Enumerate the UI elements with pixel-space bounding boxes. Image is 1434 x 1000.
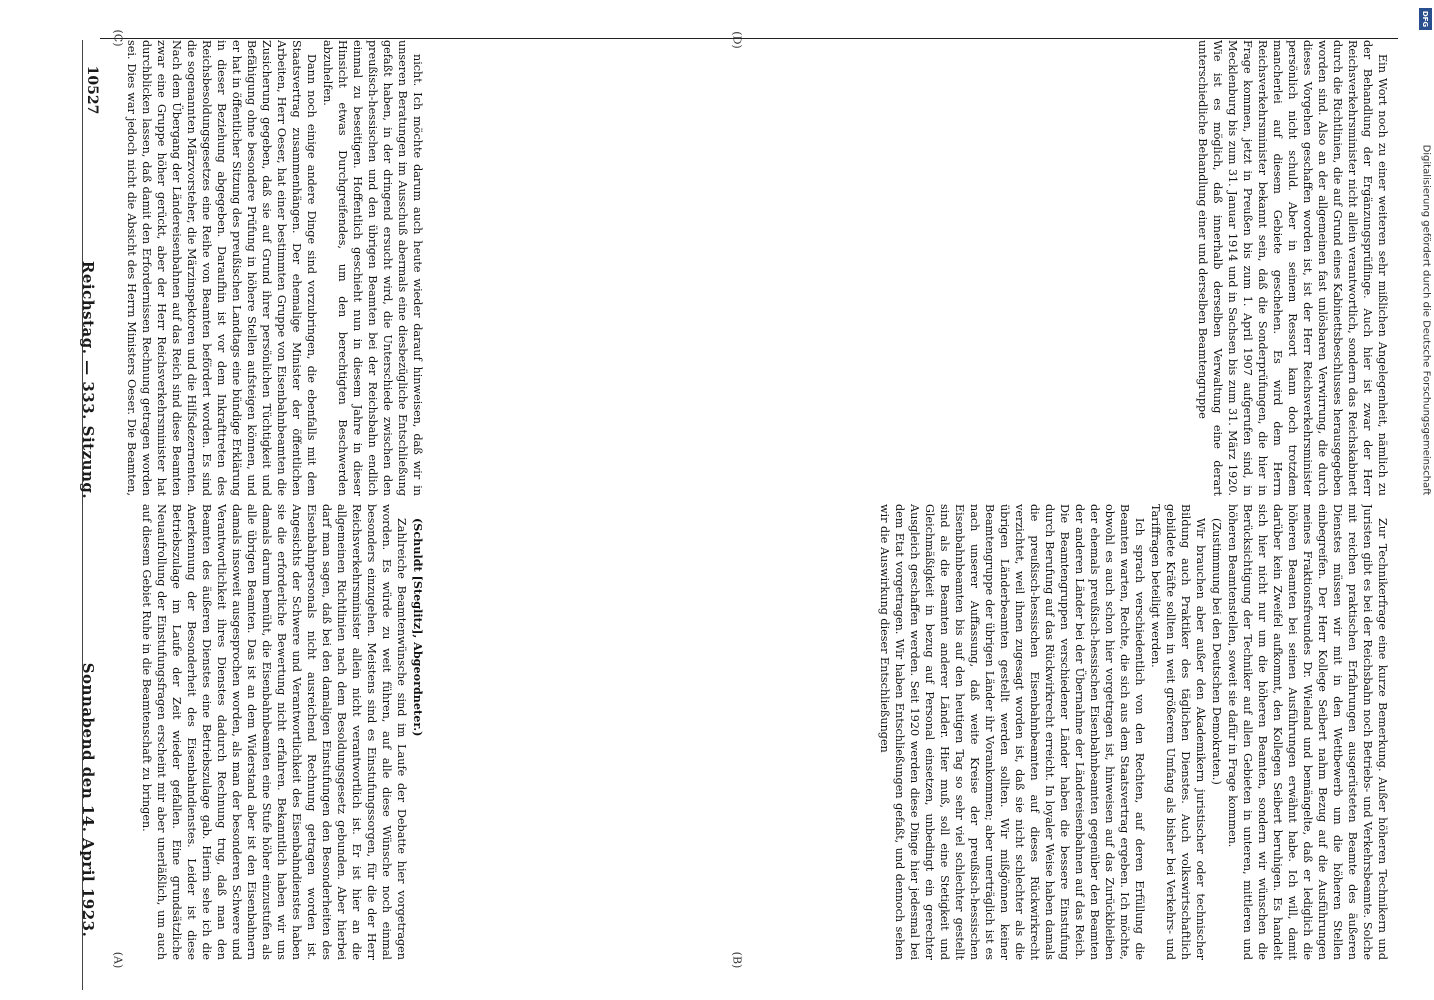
header-right-title: Sonnabend den 14. April 1923. [79,662,97,938]
dfg-logo-icon: DFG [1419,8,1432,30]
header-left-title: Reichstag. — 333. Sitzung. [79,260,97,500]
paragraph: Ich sprach verschiedentlich von den Rechten, auf deren Erfüllung die Beamten warten, Rechte, die sich aus dem Staatsvertrag ergeben. Ich möchte, obwohl es auch schon hier vorgetragen ist, hinweisen auf das Zurückbleiben der ehemals preußisch-hessischen Eisenbahnbeamten gegenüber den Beamten der anderen Länder bei der Übernahme der Ländereisenbahnen auf das Reich. Die Beamtengruppen verschiedener Länder haben die bessere Einstufung durch Berufung auf das Rückwirkrecht erreicht. In loyaler Weise haben damals die preußisch-hessischen Eisenbahnbeamten auf dieses Rückwirkrecht verzichtet, weil ihnen zugesagt worden ist, daß sie nicht schlechter als die übrigen Länderbeamten gestellt werden sollten. Wir mißgönnen keiner Beamtengruppe der übrigen Länder ihr Vorankommen; aber unerträglich ist es nach unserer Auffassung, daß weite Kreise der preußisch-hessischen Eisenbahnbeamten bis auf den heutigen Tag so sehr viel schlechter gestellt sind als die Beamten anderer Länder. Hier muß, soll eine Stetigkeit und Gleichmäßigkeit in bezug auf Personal einsetzen, unbedingt ein gerechter Ausgleich geschaffen werden. Seit 1920 werden diese Dinge hier jedesmal bei dem Etat vorgetragen. Wir haben Entschließungen gefaßt, und dennoch sehen wir die Auswirkung dieser Entschließungen [878,504,1146,960]
paragraph: Ein Wort noch zu einer weiteren sehr mißlichen Angelegenheit, nämlich zu der Behandlung der Ergänzungsprüflinge. Auch hier ist zwar der Herr Reichsverkehrsminister nicht allein verantwortlich, sondern das Reichskabinett durch die Richtlinien, die auf Grund eines Kabinettsbeschlusses herausgegeben worden sind. Also an der allgemeinen fast unlösbaren Verwirrung, die durch dieses Vorgehen geschaffen worden ist, ist der Herr Reichsverkehrsminister persönlich nicht schuld. Aber in seinem Ressort kann doch trotzdem mancherlei auf diesem Gebiete geschehen. Es wird dem Herrn Reichsverkehrsminister bekannt sein, daß die Sonderprüfungen, die hier in Frage kommen, jetzt in Preußen bis zum 1. April 1907 aufgerufen sind, in Mecklenburg bis zum 31. Januar 1914 und in Sachsen bis zum 31. März 1920. Wie ist es möglich, daß innerhalb derselben Verwaltung eine derart unterschiedliche Behandlung einer und derselben Beamtengruppe [1196,40,1389,496]
page-number: 10527 [84,65,100,115]
paragraph: Wir brauchen aber außer den Akademikern juristischer oder technischer Bildung auch Praktiker des täglichen Dienstes. Auch volkswirtschaftlich gebildete Kräfte sollten in weit größerem Umfang als bisher bei Verkehrs- und Tariffragen beteiligt werden. [1149,504,1207,960]
margin-letter-d: (D) [730,31,744,49]
text-column-right-part2 [610,40,1390,496]
margin-letter-a: (A) [111,951,125,969]
margin-letter-c: (C) [111,29,125,47]
margin-letter-b: (B) [730,951,744,969]
paragraph: Zahlreiche Beamtenwünsche sind im Laufe der Debatte hier vorgetragen worden. Es würde zu weit führen, auf alle diese Wünsche noch einmal besonders einzugehen. Meistens sind es Einstufungssorgen, für die der Herr Reichsverkehrsminister allein nicht verantwortlich ist. Er ist hier an die allgemeinen Richtlinien nach dem Besoldungsgesetz gebunden. Aber hierbei darf man sagen, daß bei den damaligen Einstufungen den Besonderheiten des Eisenbahnpersonals nicht ausreichend Rechnung getragen worden ist. Angesichts der Schwere und Verantwortlichkeit des Eisenbahndienstes haben sie die erforderliche Bewertung nicht erfahren. Bekanntlich haben wir uns damals darum bemüht, die Eisenbahnbeamten eine Stufe höher einzustufen als alle übrigen Beamten. Das ist an dem Widerstand aber ist den Eisenbahnern damals insoweit ausgesprochen worden, als man der besonderen Schwere und Verantwortlichkeit ihres Dienstes dadurch Rechnung trug, daß man den Beamten des äußeren Dienstes eine Betriebszulage gab. Hierin sehe ich die Anerkennung der Besonderheit des Eisenbahndienstes. Leider ist diese Betriebszulage im Laufe der Zeit wieder gefallen. Eine grundsätzliche Neuaufrollung der Einstufungsfragen erscheint mir aber unerläßlich, um auch auf diesem Gebiet Ruhe in die Beamtenschaft zu bringen. [140,504,408,960]
paragraph: Zur Technikerfrage eine kurze Bemerkung. Außer höheren Technikern und Juristen gibt es bei der Reichsbahn noch Betriebs- und Verkehrsbeamte. Solche mit reichen praktischen Erfahrungen ausgerüsteten Beamte des äußeren Dienstes müssen wir mit in den Wettbewerb um die höheren Stellen einbegreifen. Der Herr Kollege Seibert nahm Bezug auf die Ausführungen meines Fraktionsfreundes Dr. Wieland und bemängelte, daß er lediglich die höheren Beamten bei seinen Ausführungen erwähnt habe. Ich will, damit darüber kein Zweifel aufkommt, den Kollegen Seibert beruhigen. Es handelt sich hier nicht nur um die höheren Beamten, sondern wir wünschen die Berücksichtigung der Techniker auf allen Gebieten in unteren, mittleren und höheren Beamtenstellen, soweit sie dafür in Frage kommen. [1226,504,1389,960]
text-column-left-part2 [610,504,1390,960]
paragraph: Dann noch einige andere Dinge sind vorzubringen, die ebenfalls mit dem Staatsvertrag zusammenhängen. Der ehemalige Minister der öffentlichen Arbeiten, Herr Oeser, hat einer bestimmten Gruppe von Eisenbahnbeamten die Zusicherung gegeben, daß sie auf Grund ihrer persönlichen Tüchtigkeit und Befähigung ohne besondere Prüfung in höhere Stellen aufsteigen können, und er hat in öffentlicher Sitzung des preußischen Landtags eine bündige Erklärung in dieser Beziehung abgegeben. Daraufhin ist vor dem Inkrafttreten des Reichsbesoldungsgesetzes eine Reihe von Beamten befördert worden. Es sind die sogenannten Märzvorsteher, die Märzinspektoren und die Hilfsdezernenten. Nach dem Übergang der Ländereisenbahnen auf das Reich sind diese Beamten zwar eine Gruppe höher gerückt, aber der Herr Reichsverkehrsminister hat durchblicken lassen, daß damit den Erfordernissen Rechnung getragen worden sei. Dies war jedoch nicht die Absicht des Herrn Ministers Oeser. Die Beamten, [125,40,318,496]
text-column-right-part1 [125,40,425,496]
text-column-left-part1 [125,504,425,960]
paragraph: (Zustimmung bei den Deutschen Demokraten.) [1210,518,1223,785]
digitization-note: Digitalisierung gefördert durch die Deutsche Forschungsgemeinschaft [1420,144,1432,496]
speaker-line: (Schuldt [Steglitz], Abgeordneter.) [411,518,425,737]
paragraph: nicht. Ich möchte darum auch heute wieder darauf hinweisen, daß wir in unseren Beratungen im Ausschuß abermals eine diesbezügliche Entschließung gefaßt haben, in der dringend ersucht wird, die Unterschiede zwischen den preußisch-hessischen und den übrigen Beamten bei der Reichsbahn endlich einmal zu beseitigen. Hoffentlich geschieht nun in diesem Jahre in dieser Hinsicht etwas Durchgreifendes, um den berechtigten Beschwerden abzuhelfen. [321,40,424,496]
header-rule [100,38,1398,39]
